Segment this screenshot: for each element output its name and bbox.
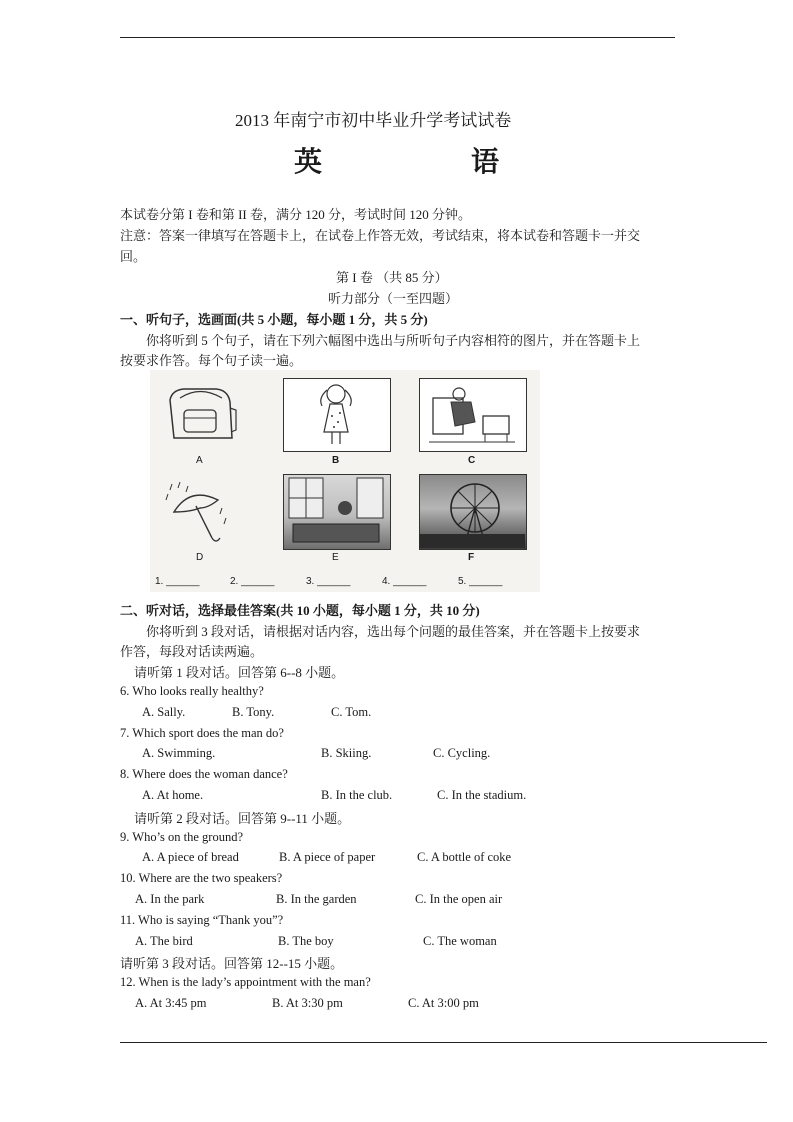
q10-option-a: A. In the park (135, 892, 205, 906)
picture-label-a: A (196, 455, 203, 466)
exam-title: 2013 年南宁市初中毕业升学考试试卷 (235, 111, 512, 130)
q6-option-a: A. Sally. (142, 705, 186, 719)
q10-option-b: B. In the garden (276, 892, 357, 906)
section1-desc-2: 按要求作答。每个句子读一遍。 (120, 353, 303, 368)
question-8: 8. Where does the woman dance? (120, 767, 288, 781)
girl-picture (310, 380, 362, 448)
question-12: 12. When is the lady’s appointment with the man? (120, 975, 371, 989)
picture-label-d: D (196, 552, 204, 563)
backpack-picture (160, 380, 240, 445)
question-6: 6. Who looks really healthy? (120, 684, 264, 698)
intro-line-3: 回。 (120, 249, 147, 264)
section2-desc-1: 你将听到 3 段对话，请根据对话内容，选出每个问题的最佳答案，并在答题卡上按要求 (146, 624, 641, 639)
q9-option-b: B. A piece of paper (279, 850, 376, 864)
reading-man-picture (425, 382, 521, 446)
answer-blank-1: 1. ______ (155, 576, 200, 587)
picture-label-b: B (332, 455, 340, 466)
q6-option-b: B. Tony. (232, 705, 275, 719)
q11-option-a: A. The bird (135, 934, 193, 948)
answer-blank-4: 4. ______ (382, 576, 427, 587)
q6-option-c: C. Tom. (331, 705, 372, 719)
q8-option-a: A. At home. (142, 788, 204, 802)
picture-label-e: E (332, 552, 339, 563)
ferris-wheel-detail (419, 474, 525, 548)
question-11: 11. Who is saying “Thank you”? (120, 913, 284, 927)
umbrella-rain-picture (160, 478, 240, 548)
q11-option-c: C. The woman (423, 934, 497, 948)
section1-desc-1: 你将听到 5 个句子，请在下列六幅图中选出与所听句子内容相符的图片，并在答题卡上 (146, 333, 641, 348)
kitchen-detail (283, 474, 389, 548)
top-rule (120, 37, 675, 38)
intro-line-2: 注意：答案一律填写在答题卡上，在试卷上作答无效，考试结束，将本试卷和答题卡一并交 (120, 228, 641, 243)
q8-option-b: B. In the club. (321, 788, 393, 802)
q10-option-c: C. In the open air (415, 892, 503, 906)
q8-option-c: C. In the stadium. (437, 788, 527, 802)
q9-option-c: C. A bottle of coke (417, 850, 512, 864)
picture-label-f: F (468, 552, 475, 563)
section2-desc-2: 作答，每段对话读两遍。 (120, 644, 264, 659)
intro-line-1: 本试卷分第 I 卷和第 II 卷，满分 120 分，考试时间 120 分钟。 (120, 207, 471, 222)
section2-part-3: 请听第 3 段对话。回答第 12--15 小题。 (120, 956, 344, 971)
answer-blank-3: 3. ______ (306, 576, 351, 587)
answer-blank-5: 5. ______ (458, 576, 503, 587)
q12-option-a: A. At 3:45 pm (135, 996, 207, 1010)
volume-heading: 第 I 卷 （共 85 分） (336, 270, 448, 285)
q9-option-a: A. A piece of bread (142, 850, 239, 864)
q12-option-b: B. At 3:30 pm (272, 996, 343, 1010)
section2-heading: 二、听对话，选择最佳答案(共 10 小题，每小题 1 分，共 10 分) (120, 603, 480, 618)
q12-option-c: C. At 3:00 pm (408, 996, 479, 1010)
answer-blank-2: 2. ______ (230, 576, 275, 587)
q7-option-a: A. Swimming. (142, 746, 216, 760)
q7-option-b: B. Skiing. (321, 746, 372, 760)
section1-heading: 一、听句子，选画面(共 5 小题，每小题 1 分，共 5 分) (120, 312, 428, 327)
section2-part-1: 请听第 1 段对话。回答第 6--8 小题。 (134, 665, 345, 680)
picture-label-c: C (468, 455, 476, 466)
q11-option-b: B. The boy (278, 934, 334, 948)
subject-char-right: 语 (471, 145, 500, 178)
section2-part-2: 请听第 2 段对话。回答第 9--11 小题。 (134, 811, 351, 826)
bottom-rule (120, 1042, 767, 1043)
question-9: 9. Who’s on the ground? (120, 830, 244, 844)
question-10: 10. Where are the two speakers? (120, 871, 283, 885)
listening-heading: 听力部分（一至四题） (328, 291, 459, 306)
subject-char-left: 英 (294, 145, 323, 178)
question-7: 7. Which sport does the man do? (120, 726, 284, 740)
q7-option-c: C. Cycling. (433, 746, 491, 760)
